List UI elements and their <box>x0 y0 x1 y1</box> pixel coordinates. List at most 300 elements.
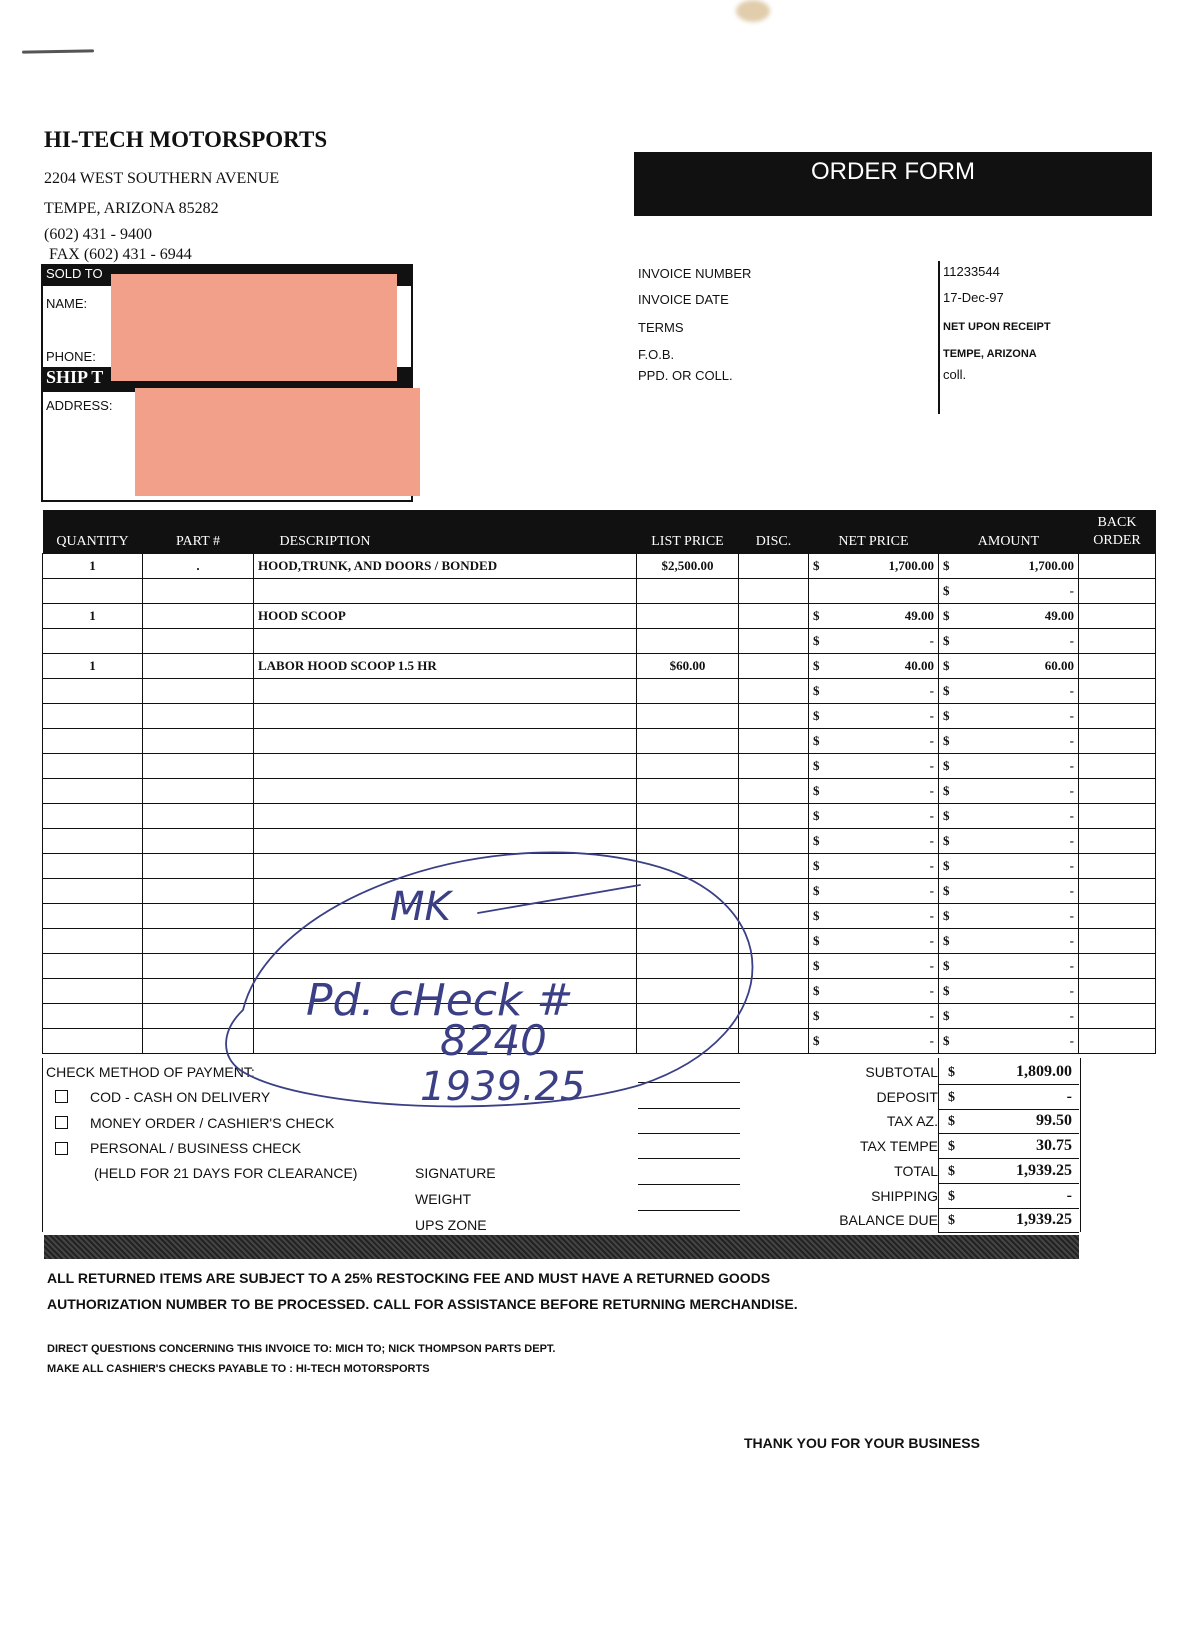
amount-dollar-sign: $ <box>943 883 950 898</box>
net-price-value: - <box>929 683 934 698</box>
net-price-value: - <box>929 783 934 798</box>
net-price-value: - <box>929 833 934 848</box>
cell-disc <box>739 904 809 929</box>
net-price-value: - <box>929 758 934 773</box>
net-dollar-sign: $ <box>813 858 820 873</box>
net-dollar-sign: $ <box>813 633 820 648</box>
cell-back-order <box>1079 929 1156 954</box>
cell-quantity <box>43 1004 143 1029</box>
net-dollar-sign: $ <box>813 758 820 773</box>
scan-mark <box>22 49 94 53</box>
divider-bar <box>44 1235 1079 1259</box>
signature-line <box>638 1158 740 1159</box>
table-row <box>43 779 1156 804</box>
checkbox-personal-check[interactable] <box>55 1142 68 1155</box>
net-price-value: - <box>929 883 934 898</box>
table-row <box>43 904 1156 929</box>
total-label: BALANCE DUE <box>839 1212 938 1228</box>
cell-disc <box>739 879 809 904</box>
net-price-value: - <box>929 858 934 873</box>
cell-description <box>254 954 637 979</box>
cell-quantity <box>43 904 143 929</box>
paper-stain <box>736 0 770 22</box>
cell-part <box>143 904 254 929</box>
option-personal-check: PERSONAL / BUSINESS CHECK <box>90 1140 302 1156</box>
net-price-value: 1,700.00 <box>888 558 934 573</box>
cell-list-price <box>637 979 739 1004</box>
total-label: TAX TEMPE <box>859 1138 938 1154</box>
thank-you: THANK YOU FOR YOUR BUSINESS <box>744 1435 980 1451</box>
net-price-value: - <box>929 983 934 998</box>
table-row <box>43 629 1156 654</box>
cell-back-order <box>1079 1029 1156 1054</box>
total-value: 1,939.25 <box>1016 1162 1072 1179</box>
amount-dollar-sign: $ <box>943 808 950 823</box>
col-net-price: NET PRICE <box>809 510 939 554</box>
total-dollar-sign: $ <box>948 1065 955 1080</box>
company-name: HI-TECH MOTORSPORTS <box>44 127 328 152</box>
table-row <box>43 729 1156 754</box>
company-phone: (602) 431 - 9400 <box>44 226 152 243</box>
net-dollar-sign: $ <box>813 933 820 948</box>
amount-dollar-sign: $ <box>943 933 950 948</box>
amount-dollar-sign: $ <box>943 708 950 723</box>
cell-quantity <box>43 954 143 979</box>
cell-net-price <box>809 1029 939 1054</box>
amount-dollar-sign: $ <box>943 908 950 923</box>
amount-value: - <box>1069 733 1074 748</box>
net-price-value: - <box>929 708 934 723</box>
cell-part <box>143 629 254 654</box>
cell-net-price <box>809 829 939 854</box>
total-dollar-sign: $ <box>948 1139 955 1154</box>
net-dollar-sign: $ <box>813 983 820 998</box>
cell-back-order <box>1079 679 1156 704</box>
cell-amount <box>939 879 1079 904</box>
cell-quantity <box>43 829 143 854</box>
cell-net-price <box>809 554 939 579</box>
net-price-value: - <box>929 1033 934 1048</box>
amount-value: 1,700.00 <box>1028 558 1074 573</box>
net-price-value: - <box>929 908 934 923</box>
cell-list-price <box>637 604 739 629</box>
cell-amount <box>939 829 1079 854</box>
cell-amount <box>939 954 1079 979</box>
cell-net-price <box>809 754 939 779</box>
col-quantity: QUANTITY <box>43 510 143 554</box>
table-header-row <box>43 510 1156 554</box>
blank-line <box>638 1133 740 1134</box>
net-dollar-sign: $ <box>813 558 820 573</box>
total-dollar-sign: $ <box>948 1164 955 1179</box>
cell-disc <box>739 929 809 954</box>
amount-value: - <box>1069 1033 1074 1048</box>
checkbox-money-order[interactable] <box>55 1116 68 1129</box>
cell-amount <box>939 854 1079 879</box>
table-row <box>43 879 1156 904</box>
table-row <box>43 554 1156 579</box>
cell-list-price: $2,500.00 <box>637 554 739 579</box>
cell-back-order <box>1079 729 1156 754</box>
total-value: - <box>1066 1088 1072 1105</box>
company-fax: FAX (602) 431 - 6944 <box>49 246 192 263</box>
cell-quantity: 1 <box>43 654 143 679</box>
cell-part <box>143 879 254 904</box>
phone-label: PHONE: <box>46 349 96 364</box>
cell-list-price <box>637 954 739 979</box>
cell-part <box>143 954 254 979</box>
payable-note: MAKE ALL CASHIER'S CHECKS PAYABLE TO : HI-TECH MOTORSPORTS <box>47 1363 430 1375</box>
invoice-number: 11233544 <box>943 264 1000 279</box>
ups-zone-line <box>638 1210 740 1211</box>
cell-net-price <box>809 729 939 754</box>
amount-dollar-sign: $ <box>943 758 950 773</box>
cell-quantity <box>43 679 143 704</box>
amount-dollar-sign: $ <box>943 633 950 648</box>
cell-quantity <box>43 579 143 604</box>
address-label: ADDRESS: <box>46 398 113 413</box>
amount-dollar-sign: $ <box>943 733 950 748</box>
cell-net-price <box>809 929 939 954</box>
table-row <box>43 704 1156 729</box>
customer-box <box>41 264 413 502</box>
cell-part <box>143 829 254 854</box>
total-rule <box>938 1133 1079 1134</box>
amount-dollar-sign: $ <box>943 1008 950 1023</box>
amount-value: - <box>1069 583 1074 598</box>
net-dollar-sign: $ <box>813 1033 820 1048</box>
total-value: 1,939.25 <box>1016 1211 1072 1228</box>
cell-disc <box>739 829 809 854</box>
cell-list-price <box>637 879 739 904</box>
amount-value: - <box>1069 958 1074 973</box>
cell-description <box>254 929 637 954</box>
col-back-order: BACK ORDER <box>1079 510 1156 554</box>
amount-value: - <box>1069 858 1074 873</box>
cell-amount <box>939 679 1079 704</box>
cell-net-price <box>809 779 939 804</box>
hold-note: (HELD FOR 21 DAYS FOR CLEARANCE) <box>94 1165 358 1181</box>
cell-part <box>143 1004 254 1029</box>
cell-back-order <box>1079 654 1156 679</box>
amount-dollar-sign: $ <box>943 958 950 973</box>
cell-net-price <box>809 804 939 829</box>
total-value: 30.75 <box>1036 1137 1072 1154</box>
weight-line <box>638 1184 740 1185</box>
ppd-value: coll. <box>943 367 967 382</box>
blank-line <box>638 1108 740 1109</box>
cell-net-price <box>809 704 939 729</box>
cell-part: . <box>143 554 254 579</box>
net-dollar-sign: $ <box>813 608 820 623</box>
table-row <box>43 1029 1156 1054</box>
redaction-name <box>111 274 397 381</box>
cell-part <box>143 804 254 829</box>
net-price-value: - <box>929 733 934 748</box>
handwritten-initials: MK <box>390 884 451 930</box>
col-amount: AMOUNT <box>939 510 1079 554</box>
cell-net-price <box>809 629 939 654</box>
total-label: SHIPPING <box>871 1188 938 1204</box>
amount-dollar-sign: $ <box>943 658 950 673</box>
option-cod: COD - CASH ON DELIVERY <box>90 1089 271 1105</box>
cell-back-order <box>1079 754 1156 779</box>
total-label: DEPOSIT <box>876 1089 938 1105</box>
ship-to-header: SHIP T <box>43 367 411 392</box>
cell-net-price <box>809 1004 939 1029</box>
cell-back-order <box>1079 954 1156 979</box>
table-row <box>43 579 1156 604</box>
cell-quantity <box>43 754 143 779</box>
cell-disc <box>739 604 809 629</box>
cell-list-price: $60.00 <box>637 654 739 679</box>
cell-description <box>254 829 637 854</box>
amount-dollar-sign: $ <box>943 783 950 798</box>
col-list-price: LIST PRICE <box>637 510 739 554</box>
net-dollar-sign: $ <box>813 833 820 848</box>
table-row <box>43 754 1156 779</box>
cell-amount <box>939 929 1079 954</box>
cell-amount <box>939 604 1079 629</box>
net-dollar-sign: $ <box>813 733 820 748</box>
cell-disc <box>739 1029 809 1054</box>
order-form-title: ORDER FORM <box>811 158 975 185</box>
net-dollar-sign: $ <box>813 658 820 673</box>
cell-back-order <box>1079 829 1156 854</box>
cell-part <box>143 604 254 629</box>
cell-list-price <box>637 754 739 779</box>
payment-heading: CHECK METHOD OF PAYMENT: <box>46 1064 255 1080</box>
net-price-value: - <box>929 633 934 648</box>
amount-value: - <box>1069 833 1074 848</box>
net-price-value: - <box>929 933 934 948</box>
amount-value: - <box>1069 1008 1074 1023</box>
cell-description <box>254 879 637 904</box>
invoice-number-label: INVOICE NUMBER <box>638 266 752 281</box>
cell-list-price <box>637 779 739 804</box>
net-dollar-sign: $ <box>813 908 820 923</box>
cell-part <box>143 754 254 779</box>
amount-value: - <box>1069 683 1074 698</box>
handwritten-paid-note: Pd. cHeck # <box>306 975 574 1026</box>
cell-part <box>143 654 254 679</box>
col-description: DESCRIPTION <box>254 510 637 554</box>
cell-part <box>143 704 254 729</box>
cell-disc <box>739 704 809 729</box>
cell-disc <box>739 754 809 779</box>
amount-dollar-sign: $ <box>943 833 950 848</box>
cell-back-order <box>1079 904 1156 929</box>
cell-net-price <box>809 854 939 879</box>
ups-zone-label: UPS ZONE <box>415 1217 487 1233</box>
net-dollar-sign: $ <box>813 783 820 798</box>
amount-value: - <box>1069 708 1074 723</box>
cell-quantity <box>43 1029 143 1054</box>
net-dollar-sign: $ <box>813 958 820 973</box>
cell-amount <box>939 979 1079 1004</box>
cell-disc <box>739 979 809 1004</box>
cell-amount <box>939 1029 1079 1054</box>
total-value: 99.50 <box>1036 1112 1072 1129</box>
returns-notice-1: ALL RETURNED ITEMS ARE SUBJECT TO A 25% RESTOCKING FEE AND MUST HAVE A RETURNED GOODS <box>47 1270 771 1286</box>
cell-list-price <box>637 1029 739 1054</box>
cell-disc <box>739 854 809 879</box>
table-row <box>43 929 1156 954</box>
cell-list-price <box>637 929 739 954</box>
amount-value: - <box>1069 758 1074 773</box>
amount-dollar-sign: $ <box>943 558 950 573</box>
cell-net-price <box>809 579 939 604</box>
cell-quantity: 1 <box>43 604 143 629</box>
handwritten-check-number: 8240 <box>440 1016 547 1065</box>
table-row <box>43 979 1156 1004</box>
cell-part <box>143 679 254 704</box>
total-dollar-sign: $ <box>948 1189 955 1204</box>
table-row <box>43 829 1156 854</box>
cell-description: LABOR HOOD SCOOP 1.5 HR <box>254 654 637 679</box>
cell-part <box>143 729 254 754</box>
amount-value: - <box>1069 983 1074 998</box>
cell-disc <box>739 579 809 604</box>
weight-label: WEIGHT <box>415 1191 471 1207</box>
amount-dollar-sign: $ <box>943 983 950 998</box>
total-rule <box>938 1232 1079 1233</box>
ppd-label: PPD. OR COLL. <box>638 368 733 383</box>
fob-value: TEMPE, ARIZONA <box>943 348 1037 360</box>
cell-amount <box>939 754 1079 779</box>
cell-amount <box>939 654 1079 679</box>
cell-amount <box>939 579 1079 604</box>
total-value: - <box>1066 1187 1072 1204</box>
cell-net-price <box>809 679 939 704</box>
amount-value: - <box>1069 908 1074 923</box>
net-price-value: - <box>929 958 934 973</box>
cell-back-order <box>1079 629 1156 654</box>
cell-quantity <box>43 779 143 804</box>
total-rule <box>938 1109 1079 1110</box>
table-row <box>43 1004 1156 1029</box>
table-row <box>43 604 1156 629</box>
total-dollar-sign: $ <box>948 1090 955 1105</box>
net-dollar-sign: $ <box>813 683 820 698</box>
cell-net-price <box>809 654 939 679</box>
cell-quantity <box>43 704 143 729</box>
cell-list-price <box>637 704 739 729</box>
invoice-date-label: INVOICE DATE <box>638 292 729 307</box>
cell-description: HOOD SCOOP <box>254 604 637 629</box>
cell-part <box>143 579 254 604</box>
net-price-value: 40.00 <box>904 658 934 673</box>
cell-disc <box>739 679 809 704</box>
cell-amount <box>939 904 1079 929</box>
cell-quantity <box>43 629 143 654</box>
cell-part <box>143 1029 254 1054</box>
amount-value: 60.00 <box>1044 658 1074 673</box>
name-label: NAME: <box>46 296 88 311</box>
cell-list-price <box>637 679 739 704</box>
cell-back-order <box>1079 804 1156 829</box>
company-city: TEMPE, ARIZONA 85282 <box>44 200 219 217</box>
cell-disc <box>739 629 809 654</box>
cell-back-order <box>1079 854 1156 879</box>
cell-list-price <box>637 804 739 829</box>
returns-notice-2: AUTHORIZATION NUMBER TO BE PROCESSED. CALL FOR ASSISTANCE BEFORE RETURNING MERCHANDISE. <box>47 1296 798 1312</box>
cell-quantity <box>43 729 143 754</box>
net-dollar-sign: $ <box>813 1008 820 1023</box>
invoice-divider <box>938 261 940 414</box>
terms-label: TERMS <box>638 320 684 335</box>
cell-back-order <box>1079 604 1156 629</box>
cell-list-price <box>637 629 739 654</box>
cell-quantity <box>43 879 143 904</box>
cell-quantity <box>43 804 143 829</box>
fob-label: F.O.B. <box>638 347 675 362</box>
table-row <box>43 954 1156 979</box>
company-street: 2204 WEST SOUTHERN AVENUE <box>44 170 280 187</box>
total-label: TAX AZ. <box>886 1113 938 1129</box>
cell-part <box>143 779 254 804</box>
total-dollar-sign: $ <box>948 1213 955 1228</box>
cell-list-price <box>637 904 739 929</box>
cell-description <box>254 854 637 879</box>
cell-disc <box>739 779 809 804</box>
amount-value: - <box>1069 933 1074 948</box>
table-row <box>43 854 1156 879</box>
amount-dollar-sign: $ <box>943 1033 950 1048</box>
cell-disc <box>739 729 809 754</box>
cell-description <box>254 904 637 929</box>
cell-back-order <box>1079 1004 1156 1029</box>
total-label: SUBTOTAL <box>865 1064 938 1080</box>
cell-description <box>254 979 637 1004</box>
total-label: TOTAL <box>894 1163 938 1179</box>
cell-list-price <box>637 854 739 879</box>
cell-net-price <box>809 904 939 929</box>
cell-list-price <box>637 579 739 604</box>
cell-description <box>254 754 637 779</box>
total-rule <box>938 1183 1079 1184</box>
cell-disc <box>739 654 809 679</box>
cell-net-price <box>809 979 939 1004</box>
cell-back-order <box>1079 979 1156 1004</box>
total-rule <box>938 1084 1079 1085</box>
total-value: 1,809.00 <box>1016 1063 1072 1080</box>
signature-label: SIGNATURE <box>415 1165 496 1181</box>
cell-amount <box>939 804 1079 829</box>
checkbox-cod[interactable] <box>55 1090 68 1103</box>
cell-back-order <box>1079 554 1156 579</box>
cell-back-order <box>1079 879 1156 904</box>
cell-disc <box>739 554 809 579</box>
amount-value: - <box>1069 883 1074 898</box>
net-dollar-sign: $ <box>813 708 820 723</box>
cell-description <box>254 629 637 654</box>
order-form-banner <box>634 152 1152 216</box>
total-rule <box>938 1208 1079 1209</box>
cell-net-price <box>809 954 939 979</box>
cell-list-price <box>637 829 739 854</box>
cell-back-order <box>1079 779 1156 804</box>
cell-amount <box>939 779 1079 804</box>
handwritten-amount: 1939.25 <box>420 1064 586 1110</box>
net-price-value: - <box>929 1008 934 1023</box>
cell-disc <box>739 954 809 979</box>
table-row <box>43 679 1156 704</box>
cell-description: HOOD,TRUNK, AND DOORS / BONDED <box>254 554 637 579</box>
amount-dollar-sign: $ <box>943 583 950 598</box>
cell-quantity: 1 <box>43 554 143 579</box>
cell-net-price <box>809 879 939 904</box>
